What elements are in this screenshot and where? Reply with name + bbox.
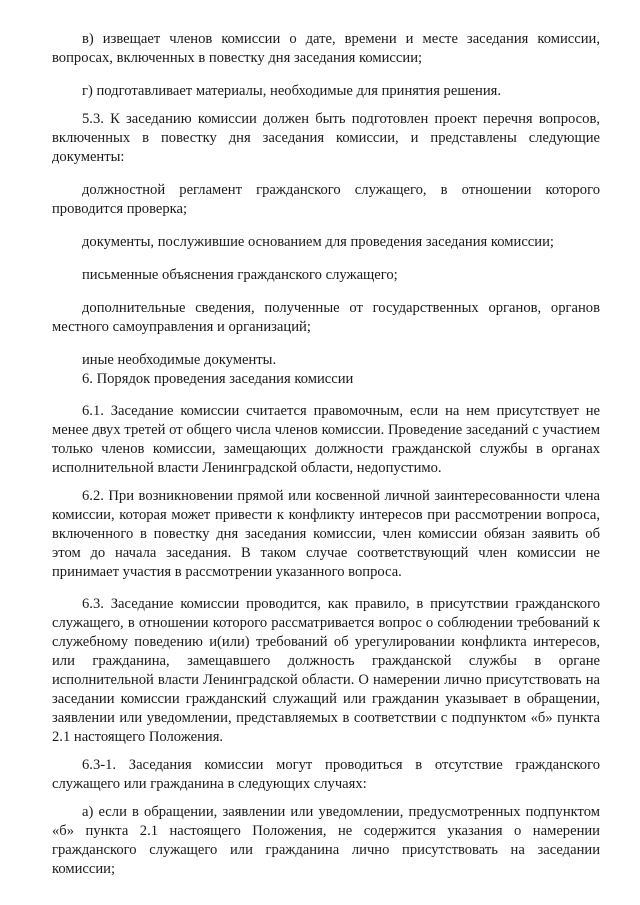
paragraph-notify-members: в) извещает членов комиссии о дате, времени и месте заседания комиссии, вопросах, включенных в повестку дня заседания комиссии; xyxy=(52,31,600,66)
paragraph-prepare-materials: г) подготавливает материалы, необходимые для принятия решения. xyxy=(82,83,502,99)
paragraph-6-3-1: 6.3-1. Заседания комиссии могут проводиться в отсутствие гражданского служащего или гражданина в следующих случаях: xyxy=(52,757,600,792)
paragraph-6-3: 6.3. Заседание комиссии проводится, как правило, в присутствии гражданского служащего, в отношении которого рассматривается вопрос о соблюдении требований к служебному поведению и(или) требований об урегулировании конфликта интересов, или гражданина, замещавшего должность гражданской службы в органе исполнительной власти Ленинградской области. О намерении лично присутствовать на заседании комиссии гражданский служащий или гражданин указывает в обращении, заявлении или уведомлении, представляемых в соответствии с подпунктом «б» пункта 2.1 настоящего Положения. xyxy=(52,596,600,745)
paragraph-6-3-1-a: а) если в обращении, заявлении или уведомлении, предусмотренных подпунктом «б» пункта 2.1 настоящего Положения, не содержится указания о намерении гражданского служащего или гражданина лично присутствовать на заседании комиссии; xyxy=(52,804,600,877)
paragraph-6-1: 6.1. Заседание комиссии считается правомочным, если на нем присутствует не менее двух третей от общего числа членов комиссии. Проведение заседаний с участием только членов комиссии, замещающих должности гражданской службы в органах исполнительной власти Ленинградской области, недопустимо. xyxy=(52,403,600,476)
paragraph-5-3: 5.3. К заседанию комиссии должен быть подготовлен проект перечня вопросов, включенных в повестку дня заседания комиссии, и представлены следующие документы: xyxy=(52,111,600,165)
document-page xyxy=(52,30,600,879)
section-heading-6: 6. Порядок проведения заседания комиссии xyxy=(82,371,354,387)
list-item-additional-info: дополнительные сведения, полученные от государственных органов, органов местного самоуправления и организаций; xyxy=(52,300,600,335)
paragraph-6-2: 6.2. При возникновении прямой или косвенной личной заинтересованности члена комиссии, которая может привести к конфликту интересов при рассмотрении вопроса, включенного в повестку дня заседания комиссии, член комиссии обязан заявить об этом до начала заседания. В таком случае соответствующий член комиссии не принимает участия в рассмотрении указанного вопроса. xyxy=(52,488,600,580)
list-item-basis-documents: документы, послужившие основанием для проведения заседания комиссии; xyxy=(82,234,554,250)
list-item-job-regulation: должностной регламент гражданского служащего, в отношении которого проводится проверка; xyxy=(52,182,600,217)
list-item-written-explanations: письменные объяснения гражданского служащего; xyxy=(82,267,398,283)
list-item-other-documents: иные необходимые документы. xyxy=(82,352,277,368)
